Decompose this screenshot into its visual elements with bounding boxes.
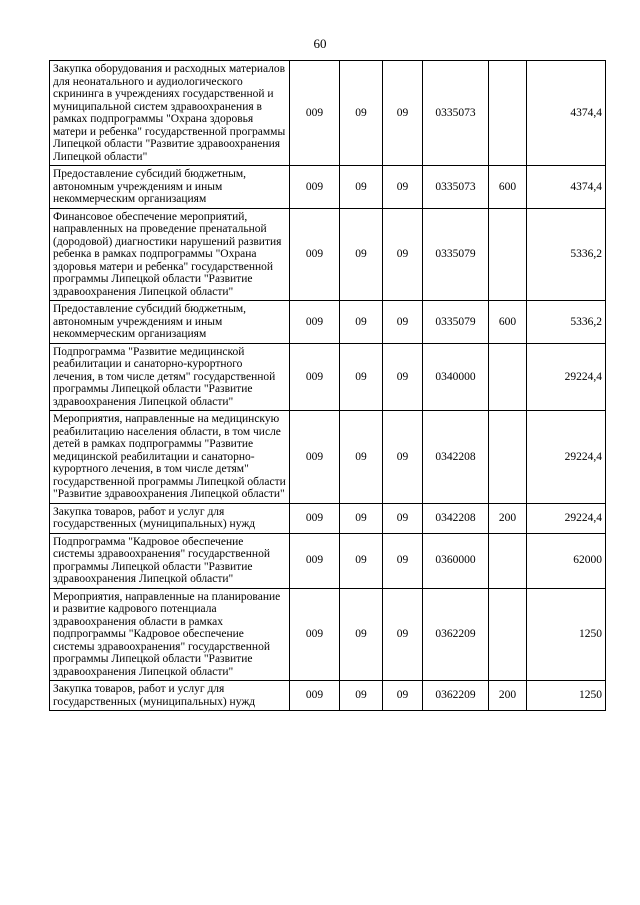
expense-name-cell: Финансовое обеспечение мероприятий, направленных на проведение пренатальной (дородовой) диагностики нарушений развития ребенка в рамках подпрограммы "Охрана здоровья матери и ребенка" государственной программы Липецкой области "Развитие здравоохранения Липецкой области" bbox=[50, 208, 290, 301]
budget-table bbox=[49, 60, 606, 711]
table-row bbox=[50, 166, 606, 209]
section-code-cell: 09 bbox=[340, 343, 383, 411]
ministry-code-cell: 009 bbox=[290, 533, 340, 588]
amount-cell: 1250 bbox=[527, 681, 606, 711]
subsection-code-cell: 09 bbox=[383, 411, 423, 504]
section-code-cell: 09 bbox=[340, 681, 383, 711]
subsection-code-cell: 09 bbox=[383, 343, 423, 411]
expense-type-cell: 600 bbox=[489, 301, 527, 344]
target-code-cell: 0360000 bbox=[423, 533, 489, 588]
expense-type-cell bbox=[489, 411, 527, 504]
table-row bbox=[50, 343, 606, 411]
expense-name-cell: Мероприятия, направленные на планирование и развитие кадрового потенциала здравоохранения области в рамках подпрограммы "Кадровое обеспечение системы здравоохранения" государственной программы Липецкой области "Развитие здравоохранения Липецкой области" bbox=[50, 588, 290, 681]
table-row bbox=[50, 533, 606, 588]
target-code-cell: 0335079 bbox=[423, 301, 489, 344]
subsection-code-cell: 09 bbox=[383, 681, 423, 711]
expense-name-cell: Подпрограмма "Развитие медицинской реабилитации и санаторно-курортного лечения, в том числе детям" государственной программы Липецкой области "Развитие здравоохранения Липецкой области" bbox=[50, 343, 290, 411]
section-code-cell: 09 bbox=[340, 411, 383, 504]
ministry-code-cell: 009 bbox=[290, 61, 340, 166]
target-code-cell: 0335073 bbox=[423, 61, 489, 166]
subsection-code-cell: 09 bbox=[383, 166, 423, 209]
section-code-cell: 09 bbox=[340, 61, 383, 166]
expense-type-cell: 200 bbox=[489, 503, 527, 533]
table-row bbox=[50, 681, 606, 711]
target-code-cell: 0362209 bbox=[423, 588, 489, 681]
expense-type-cell bbox=[489, 61, 527, 166]
target-code-cell: 0335073 bbox=[423, 166, 489, 209]
expense-name-cell: Мероприятия, направленные на медицинскую реабилитацию населения области, в том числе детей в рамках подпрограммы "Развитие медицинской реабилитации и санаторно-курортного лечения, в том числе детям" государственной программы Липецкой области "Развитие здравоохранения Липецкой области" bbox=[50, 411, 290, 504]
target-code-cell: 0340000 bbox=[423, 343, 489, 411]
amount-cell: 29224,4 bbox=[527, 343, 606, 411]
expense-name-cell: Предоставление субсидий бюджетным, автономным учреждениям и иным некоммерческим организациям bbox=[50, 301, 290, 344]
table-row bbox=[50, 208, 606, 301]
subsection-code-cell: 09 bbox=[383, 208, 423, 301]
table-row bbox=[50, 301, 606, 344]
table-row bbox=[50, 588, 606, 681]
amount-cell: 29224,4 bbox=[527, 503, 606, 533]
expense-name-cell: Закупка оборудования и расходных материалов для неонатального и аудиологического скрининга в учреждениях государственной и муниципальной систем здравоохранения в рамках подпрограммы "Охрана здоровья матери и ребенка" государственной программы Липецкой области "Развитие здравоохранения Липецкой области" bbox=[50, 61, 290, 166]
subsection-code-cell: 09 bbox=[383, 61, 423, 166]
table-row bbox=[50, 61, 606, 166]
subsection-code-cell: 09 bbox=[383, 301, 423, 344]
amount-cell: 62000 bbox=[527, 533, 606, 588]
amount-cell: 29224,4 bbox=[527, 411, 606, 504]
section-code-cell: 09 bbox=[340, 301, 383, 344]
table-row bbox=[50, 503, 606, 533]
target-code-cell: 0342208 bbox=[423, 411, 489, 504]
budget-table-body bbox=[50, 61, 606, 711]
ministry-code-cell: 009 bbox=[290, 588, 340, 681]
section-code-cell: 09 bbox=[340, 533, 383, 588]
amount-cell: 4374,4 bbox=[527, 166, 606, 209]
expense-name-cell: Закупка товаров, работ и услуг для государственных (муниципальных) нужд bbox=[50, 503, 290, 533]
subsection-code-cell: 09 bbox=[383, 533, 423, 588]
expense-type-cell: 600 bbox=[489, 166, 527, 209]
section-code-cell: 09 bbox=[340, 166, 383, 209]
page-number: 60 bbox=[313, 36, 327, 51]
section-code-cell: 09 bbox=[340, 208, 383, 301]
expense-name-cell: Предоставление субсидий бюджетным, автономным учреждениям и иным некоммерческим организациям bbox=[50, 166, 290, 209]
target-code-cell: 0335079 bbox=[423, 208, 489, 301]
ministry-code-cell: 009 bbox=[290, 208, 340, 301]
subsection-code-cell: 09 bbox=[383, 503, 423, 533]
expense-name-cell: Подпрограмма "Кадровое обеспечение системы здравоохранения" государственной программы Липецкой области "Развитие здравоохранения Липецкой области" bbox=[50, 533, 290, 588]
expense-type-cell bbox=[489, 533, 527, 588]
table-row bbox=[50, 411, 606, 504]
ministry-code-cell: 009 bbox=[290, 681, 340, 711]
expense-type-cell bbox=[489, 343, 527, 411]
ministry-code-cell: 009 bbox=[290, 343, 340, 411]
subsection-code-cell: 09 bbox=[383, 588, 423, 681]
section-code-cell: 09 bbox=[340, 503, 383, 533]
section-code-cell: 09 bbox=[340, 588, 383, 681]
ministry-code-cell: 009 bbox=[290, 166, 340, 209]
amount-cell: 5336,2 bbox=[527, 301, 606, 344]
amount-cell: 5336,2 bbox=[527, 208, 606, 301]
expense-type-cell bbox=[489, 208, 527, 301]
target-code-cell: 0362209 bbox=[423, 681, 489, 711]
expense-type-cell bbox=[489, 588, 527, 681]
ministry-code-cell: 009 bbox=[290, 301, 340, 344]
expense-name-cell: Закупка товаров, работ и услуг для государственных (муниципальных) нужд bbox=[50, 681, 290, 711]
expense-type-cell: 200 bbox=[489, 681, 527, 711]
amount-cell: 4374,4 bbox=[527, 61, 606, 166]
amount-cell: 1250 bbox=[527, 588, 606, 681]
ministry-code-cell: 009 bbox=[290, 503, 340, 533]
target-code-cell: 0342208 bbox=[423, 503, 489, 533]
ministry-code-cell: 009 bbox=[290, 411, 340, 504]
